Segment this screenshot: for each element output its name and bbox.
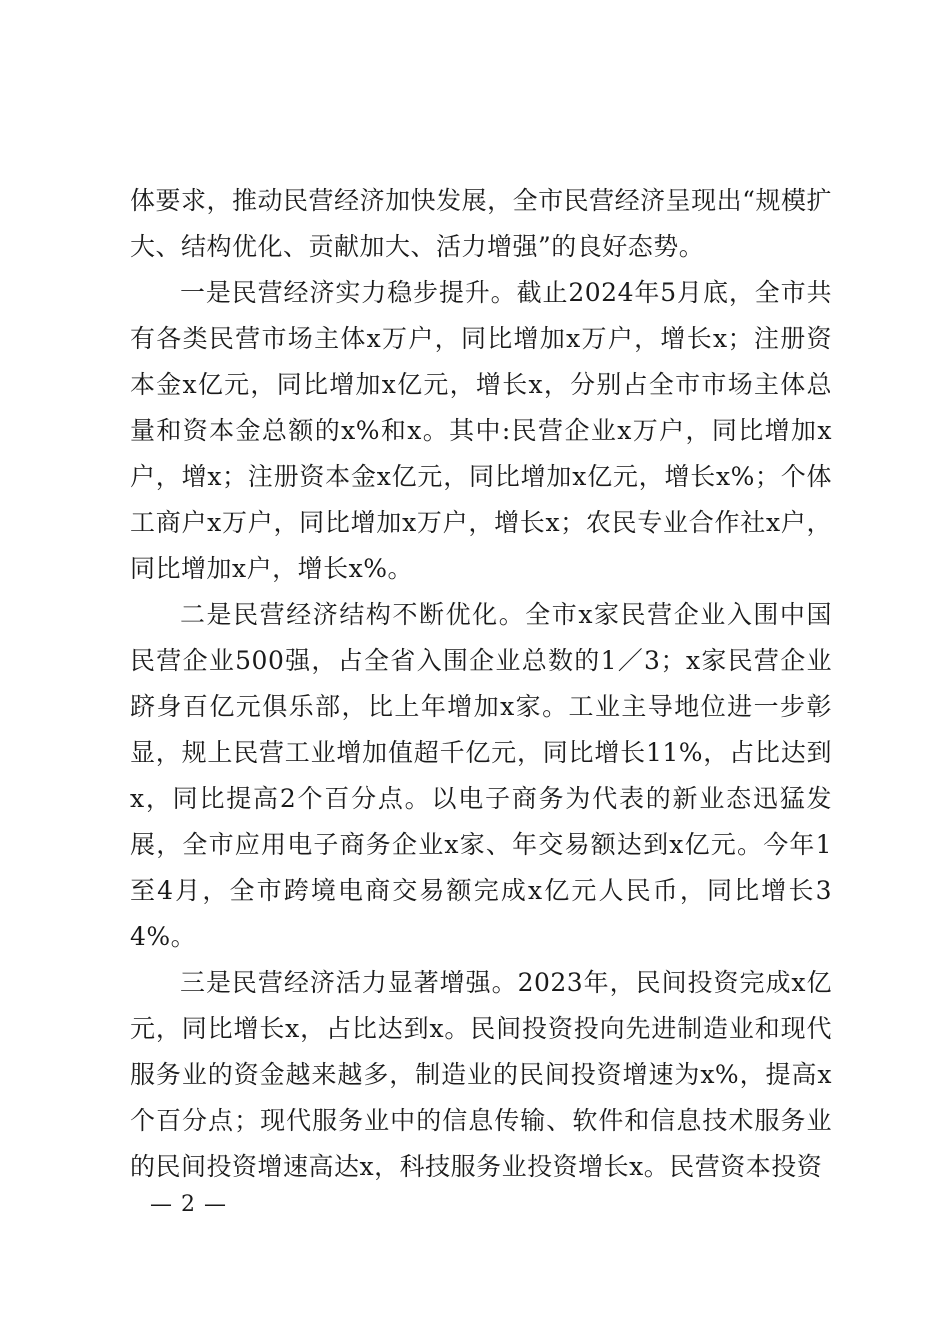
paragraph-economic-strength: 一是民营经济实力稳步提升。截止2024年5月底，全市共有各类民营市场主体x万户，同比增加x万户，增长x；注册资本金x亿元，同比增加x亿元，增长x，分别占全市市场主体总量和资本金总额的x%和x。其中:民营企业x万户，同比增加x户，增x；注册资本金x亿元，同比增加x亿元，增长x%；个体工商户x万户，同比增加x万户，增长x；农民专业合作社x户，同比增加x户，增长x%。: [130, 278, 832, 583]
paragraph-continuation: 体要求，推动民营经济加快发展，全市民营经济呈现出“规模扩大、结构优化、贡献加大、活力增强”的良好态势。: [130, 186, 832, 261]
paragraph-economic-vitality: 三是民营经济活力显著增强。2023年，民间投资完成x亿元，同比增长x，占比达到x。民间投资投向先进制造业和现代服务业的资金越来越多，制造业的民间投资增速为x%，提高x个百分点；现代服务业中的信息传输、软件和信息技术服务业的民间投资增速高达x，科技服务业投资增长x。民营资本投资: [130, 968, 832, 1181]
paragraph-economic-structure: 二是民营经济结构不断优化。全市x家民营企业入围中国民营企业500强，占全省入围企业总数的1／3；x家民营企业跻身百亿元俱乐部，比上年增加x家。工业主导地位进一步彰显，规上民营工业增加值超千亿元，同比增长11%，占比达到x，同比提高2个百分点。以电子商务为代表的新业态迅猛发展，全市应用电子商务企业x家、年交易额达到x亿元。今年1至4月，全市跨境电商交易额完成x亿元人民币，同比增长34%。: [130, 600, 832, 951]
document-body: [130, 178, 832, 1190]
page-number: — 2 —: [150, 1192, 227, 1217]
